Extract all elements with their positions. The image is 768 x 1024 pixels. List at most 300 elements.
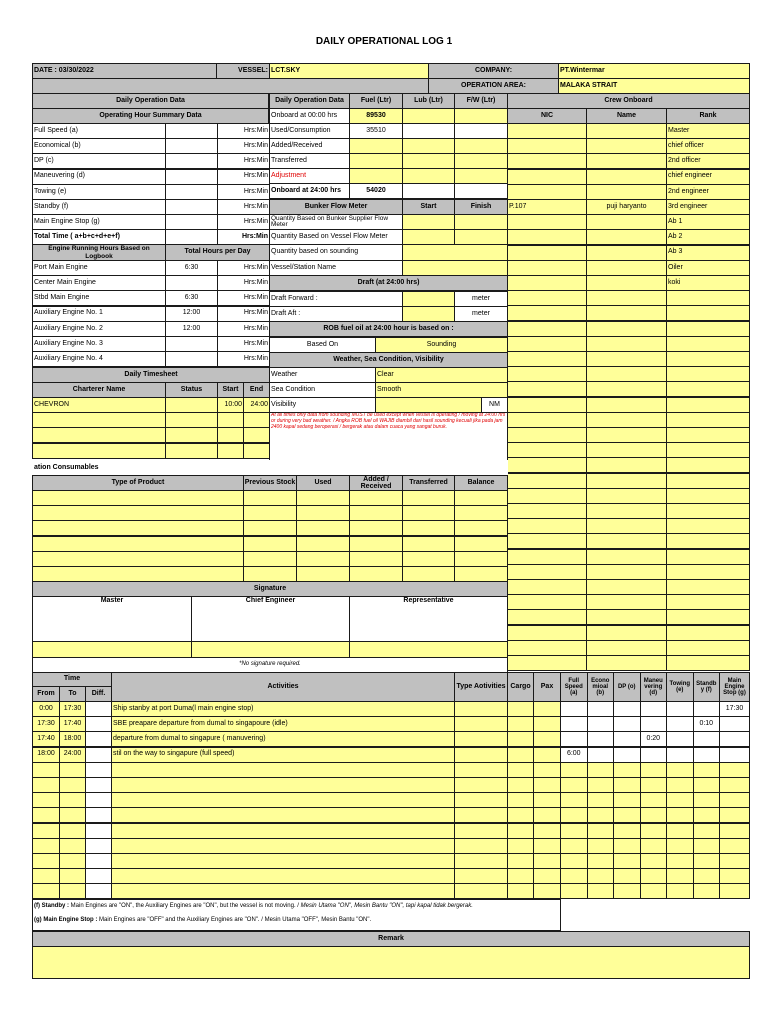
consumable-product-type[interactable] (32, 566, 244, 582)
consumable-previous-stock[interactable] (243, 536, 297, 552)
crew-rank[interactable] (666, 488, 750, 504)
activity-to[interactable] (59, 792, 86, 808)
onboard-0000-lub[interactable] (402, 108, 455, 124)
activity-type[interactable] (454, 731, 508, 747)
activity-type[interactable] (454, 762, 508, 778)
activity-type[interactable] (454, 823, 508, 839)
activity-description[interactable] (111, 777, 455, 793)
added-lub[interactable] (402, 138, 455, 154)
activity-to[interactable] (59, 807, 86, 823)
activity-pax[interactable] (533, 823, 561, 839)
activity-to[interactable] (59, 868, 86, 884)
representative-signature[interactable]: Representative (349, 596, 508, 642)
activity-hours[interactable] (560, 853, 588, 869)
activity-cargo[interactable] (507, 838, 534, 854)
activity-from[interactable] (32, 762, 60, 778)
crew-name[interactable] (586, 214, 667, 230)
engine-row-value[interactable] (165, 336, 218, 352)
engine-row-value[interactable]: 6:30 (165, 290, 218, 306)
activity-hours[interactable] (719, 777, 750, 793)
activity-hours[interactable] (666, 792, 694, 808)
activity-hours[interactable] (666, 883, 694, 899)
activity-diff[interactable] (85, 838, 112, 854)
crew-rank[interactable] (666, 655, 750, 671)
activity-hours[interactable] (719, 807, 750, 823)
crew-rank[interactable]: Oiler (666, 260, 750, 276)
crew-nic[interactable] (507, 488, 587, 504)
crew-rank[interactable]: Ab 2 (666, 229, 750, 245)
activity-diff[interactable] (85, 762, 112, 778)
activity-diff[interactable] (85, 701, 112, 717)
activity-hours[interactable] (640, 701, 668, 717)
remark-field[interactable] (32, 946, 750, 979)
activity-hours[interactable] (693, 807, 721, 823)
activity-to[interactable]: 18:00 (59, 731, 86, 747)
activity-description[interactable] (111, 868, 455, 884)
crew-name[interactable] (586, 533, 667, 549)
crew-nic[interactable] (507, 412, 587, 428)
activity-hours[interactable] (693, 838, 721, 854)
activity-cargo[interactable] (507, 731, 534, 747)
activity-hours[interactable] (693, 853, 721, 869)
crew-rank[interactable] (666, 533, 750, 549)
used-lub[interactable] (402, 123, 455, 139)
activity-cargo[interactable] (507, 883, 534, 899)
crew-name[interactable] (586, 305, 667, 321)
activity-cargo[interactable] (507, 853, 534, 869)
crew-name[interactable] (586, 518, 667, 534)
activity-pax[interactable] (533, 716, 561, 732)
activity-hours[interactable] (587, 883, 615, 899)
timesheet-charterer[interactable] (32, 443, 166, 459)
crew-rank[interactable]: Master (666, 123, 750, 139)
crew-nic[interactable] (507, 427, 587, 443)
timesheet-charterer[interactable] (32, 427, 166, 443)
activity-to[interactable]: 24:00 (59, 747, 86, 763)
consumable-added[interactable] (349, 566, 403, 582)
crew-nic[interactable] (507, 518, 587, 534)
crew-rank[interactable]: koki (666, 275, 750, 291)
activity-type[interactable] (454, 807, 508, 823)
activity-to[interactable]: 17:30 (59, 701, 86, 717)
crew-rank[interactable] (666, 427, 750, 443)
activity-hours[interactable] (587, 853, 615, 869)
activity-cargo[interactable] (507, 747, 534, 763)
transferred-fuel[interactable] (349, 153, 403, 169)
consumable-product-type[interactable] (32, 505, 244, 521)
timesheet-end[interactable] (243, 427, 270, 443)
activity-hours[interactable] (719, 883, 750, 899)
transferred-lub[interactable] (402, 153, 455, 169)
timesheet-start[interactable] (217, 412, 244, 428)
crew-name[interactable] (586, 442, 667, 458)
activity-hours[interactable] (587, 747, 615, 763)
timesheet-start[interactable] (217, 443, 244, 459)
activity-hours[interactable] (587, 792, 615, 808)
activity-hours[interactable] (560, 701, 588, 717)
sea-condition-value[interactable]: Smooth (375, 382, 508, 398)
activity-hours[interactable] (666, 853, 694, 869)
activity-hours[interactable] (666, 777, 694, 793)
activity-hours[interactable] (640, 716, 668, 732)
consumable-product-type[interactable] (32, 490, 244, 506)
activity-hours[interactable] (640, 838, 668, 854)
activity-from[interactable] (32, 868, 60, 884)
crew-name[interactable] (586, 564, 667, 580)
ohs-row-value[interactable] (165, 169, 218, 185)
activity-diff[interactable] (85, 807, 112, 823)
activity-to[interactable]: 17:40 (59, 716, 86, 732)
used-fuel[interactable]: 35510 (349, 123, 403, 139)
master-signature-name[interactable] (32, 641, 192, 658)
activity-hours[interactable] (587, 762, 615, 778)
bunker-vessel-finish[interactable] (454, 229, 508, 245)
engine-row-value[interactable] (165, 275, 218, 291)
activity-type[interactable] (454, 716, 508, 732)
consumable-balance[interactable] (454, 536, 508, 552)
crew-nic[interactable] (507, 321, 587, 337)
crew-nic[interactable] (507, 457, 587, 473)
crew-name[interactable] (586, 138, 667, 154)
consumable-balance[interactable] (454, 566, 508, 582)
consumable-product-type[interactable] (32, 520, 244, 536)
crew-name[interactable]: puji haryanto (586, 199, 667, 215)
activity-to[interactable] (59, 838, 86, 854)
crew-name[interactable] (586, 153, 667, 169)
activity-hours[interactable] (666, 838, 694, 854)
activity-hours[interactable] (640, 853, 668, 869)
consumable-transferred[interactable] (402, 490, 455, 506)
activity-hours[interactable] (587, 823, 615, 839)
total-time-value[interactable] (165, 229, 218, 245)
added-fw[interactable] (454, 138, 508, 154)
crew-name[interactable] (586, 123, 667, 139)
activity-hours[interactable] (666, 716, 694, 732)
crew-name[interactable] (586, 290, 667, 306)
crew-name[interactable] (586, 229, 667, 245)
crew-nic[interactable] (507, 290, 587, 306)
chief-engineer-signature-name[interactable] (191, 641, 350, 658)
activity-cargo[interactable] (507, 762, 534, 778)
activity-hours[interactable] (613, 823, 641, 839)
activity-hours[interactable] (693, 883, 721, 899)
consumable-added[interactable] (349, 520, 403, 536)
activity-hours[interactable] (666, 731, 694, 747)
activity-hours[interactable] (666, 701, 694, 717)
crew-nic[interactable] (507, 153, 587, 169)
activity-diff[interactable] (85, 777, 112, 793)
crew-name[interactable] (586, 503, 667, 519)
timesheet-status[interactable] (165, 443, 218, 459)
activity-description[interactable]: SBE preapare departure from dumal to singapoure (idle) (111, 716, 455, 732)
activity-from[interactable]: 18:00 (32, 747, 60, 763)
crew-rank[interactable]: chief engineer (666, 169, 750, 185)
ohs-row-value[interactable] (165, 138, 218, 154)
activity-hours[interactable] (613, 716, 641, 732)
activity-description[interactable]: Ship stanby at port Duma(l main engine stop) (111, 701, 455, 717)
timesheet-start[interactable] (217, 427, 244, 443)
activity-hours[interactable] (640, 868, 668, 884)
activity-diff[interactable] (85, 883, 112, 899)
onboard-2400-lub[interactable] (402, 183, 455, 199)
consumable-previous-stock[interactable] (243, 505, 297, 521)
crew-name[interactable] (586, 381, 667, 397)
activity-hours[interactable] (693, 823, 721, 839)
crew-name[interactable] (586, 275, 667, 291)
engine-row-value[interactable]: 12:00 (165, 321, 218, 337)
crew-nic[interactable] (507, 473, 587, 489)
activity-hours[interactable] (693, 762, 721, 778)
crew-name[interactable] (586, 336, 667, 352)
activity-hours[interactable] (666, 747, 694, 763)
consumable-used[interactable] (296, 520, 350, 536)
activity-description[interactable]: departure from dumal to singapure ( manuvering) (111, 731, 455, 747)
activity-description[interactable] (111, 838, 455, 854)
consumable-previous-stock[interactable] (243, 551, 297, 567)
crew-nic[interactable] (507, 123, 587, 139)
crew-name[interactable] (586, 579, 667, 595)
activity-pax[interactable] (533, 777, 561, 793)
crew-nic[interactable] (507, 138, 587, 154)
activity-hours[interactable] (693, 777, 721, 793)
visibility-value[interactable] (375, 397, 482, 413)
activity-hours[interactable] (666, 868, 694, 884)
crew-name[interactable] (586, 366, 667, 382)
activity-from[interactable] (32, 807, 60, 823)
activity-hours[interactable] (613, 838, 641, 854)
activity-hours[interactable] (640, 792, 668, 808)
crew-rank[interactable] (666, 336, 750, 352)
activity-hours[interactable] (640, 883, 668, 899)
activity-hours[interactable]: 6:00 (560, 747, 588, 763)
crew-rank[interactable] (666, 351, 750, 367)
activity-hours[interactable] (560, 792, 588, 808)
activity-hours[interactable] (587, 838, 615, 854)
timesheet-status[interactable] (165, 427, 218, 443)
crew-nic[interactable] (507, 625, 587, 641)
rob-based-on-value[interactable]: Sounding (375, 337, 508, 353)
crew-rank[interactable] (666, 305, 750, 321)
activity-diff[interactable] (85, 716, 112, 732)
activity-hours[interactable] (693, 868, 721, 884)
activity-hours[interactable] (693, 701, 721, 717)
activity-to[interactable] (59, 777, 86, 793)
engine-row-value[interactable]: 6:30 (165, 260, 218, 276)
activity-hours[interactable] (560, 807, 588, 823)
activity-hours[interactable] (613, 701, 641, 717)
activity-hours[interactable] (613, 777, 641, 793)
consumable-previous-stock[interactable] (243, 520, 297, 536)
activity-hours[interactable]: 0:10 (693, 716, 721, 732)
crew-name[interactable] (586, 473, 667, 489)
activity-hours[interactable] (719, 747, 750, 763)
crew-rank[interactable] (666, 473, 750, 489)
timesheet-charterer[interactable]: CHEVRON (32, 397, 166, 413)
activity-hours[interactable] (613, 747, 641, 763)
crew-rank[interactable] (666, 442, 750, 458)
activity-from[interactable] (32, 823, 60, 839)
consumable-balance[interactable] (454, 551, 508, 567)
activity-to[interactable] (59, 823, 86, 839)
activity-cargo[interactable] (507, 777, 534, 793)
crew-rank[interactable] (666, 290, 750, 306)
activity-type[interactable] (454, 792, 508, 808)
activity-hours[interactable] (666, 762, 694, 778)
activity-hours[interactable] (587, 716, 615, 732)
adjustment-fuel[interactable] (349, 168, 403, 184)
activity-from[interactable] (32, 883, 60, 899)
used-fw[interactable] (454, 123, 508, 139)
activity-hours[interactable] (613, 868, 641, 884)
consumable-previous-stock[interactable] (243, 490, 297, 506)
crew-nic[interactable] (507, 609, 587, 625)
activity-cargo[interactable] (507, 868, 534, 884)
onboard-2400-fuel[interactable]: 54020 (349, 183, 403, 199)
activity-description[interactable] (111, 883, 455, 899)
consumable-product-type[interactable] (32, 551, 244, 567)
consumable-used[interactable] (296, 536, 350, 552)
timesheet-end[interactable] (243, 443, 270, 459)
consumable-transferred[interactable] (402, 505, 455, 521)
crew-rank[interactable] (666, 381, 750, 397)
activity-type[interactable] (454, 868, 508, 884)
crew-name[interactable] (586, 549, 667, 565)
activity-pax[interactable] (533, 762, 561, 778)
activity-pax[interactable] (533, 701, 561, 717)
sounding-qty-value[interactable] (402, 244, 508, 261)
activity-pax[interactable] (533, 883, 561, 899)
crew-name[interactable] (586, 184, 667, 200)
bunker-supplier-finish[interactable] (454, 214, 508, 230)
crew-nic[interactable] (507, 655, 587, 671)
activity-diff[interactable] (85, 747, 112, 763)
crew-rank[interactable]: chief officer (666, 138, 750, 154)
ohs-row-value[interactable] (165, 123, 218, 139)
onboard-0000-fuel[interactable]: 89530 (349, 108, 403, 124)
crew-nic[interactable] (507, 594, 587, 610)
activity-hours[interactable] (719, 853, 750, 869)
crew-name[interactable] (586, 609, 667, 625)
activity-from[interactable]: 17:40 (32, 731, 60, 747)
activity-pax[interactable] (533, 731, 561, 747)
crew-nic[interactable] (507, 381, 587, 397)
activity-from[interactable]: 0:00 (32, 701, 60, 717)
activity-hours[interactable] (560, 838, 588, 854)
activity-hours[interactable] (587, 868, 615, 884)
crew-rank[interactable] (666, 366, 750, 382)
crew-nic[interactable] (507, 397, 587, 413)
activity-hours[interactable] (719, 823, 750, 839)
timesheet-end[interactable]: 24:00 (243, 397, 270, 413)
crew-nic[interactable] (507, 336, 587, 352)
activity-from[interactable] (32, 792, 60, 808)
crew-nic[interactable]: P.107 (507, 199, 587, 215)
activity-type[interactable] (454, 853, 508, 869)
activity-hours[interactable] (587, 701, 615, 717)
consumable-added[interactable] (349, 490, 403, 506)
activity-hours[interactable]: 0:20 (640, 731, 668, 747)
activity-hours[interactable] (640, 807, 668, 823)
crew-nic[interactable] (507, 260, 587, 276)
activity-pax[interactable] (533, 868, 561, 884)
crew-rank[interactable] (666, 609, 750, 625)
crew-nic[interactable] (507, 351, 587, 367)
crew-rank[interactable] (666, 625, 750, 641)
activity-pax[interactable] (533, 747, 561, 763)
activity-hours[interactable] (560, 762, 588, 778)
crew-nic[interactable] (507, 305, 587, 321)
crew-name[interactable] (586, 594, 667, 610)
activity-hours[interactable] (666, 823, 694, 839)
activity-type[interactable] (454, 777, 508, 793)
activity-description[interactable]: stil on the way to singapure (full speed) (111, 747, 455, 763)
crew-rank[interactable] (666, 503, 750, 519)
activity-type[interactable] (454, 747, 508, 763)
consumable-added[interactable] (349, 536, 403, 552)
adjustment-lub[interactable] (402, 168, 455, 184)
activity-hours[interactable] (560, 716, 588, 732)
activity-description[interactable] (111, 792, 455, 808)
crew-name[interactable] (586, 169, 667, 185)
activity-description[interactable] (111, 823, 455, 839)
crew-nic[interactable] (507, 503, 587, 519)
activity-hours[interactable] (693, 731, 721, 747)
crew-nic[interactable] (507, 214, 587, 230)
activity-type[interactable] (454, 838, 508, 854)
consumable-balance[interactable] (454, 490, 508, 506)
crew-rank[interactable]: Ab 3 (666, 245, 750, 261)
crew-name[interactable] (586, 412, 667, 428)
bunker-vessel-start[interactable] (402, 229, 455, 245)
activity-hours[interactable] (560, 823, 588, 839)
consumable-balance[interactable] (454, 505, 508, 521)
crew-name[interactable] (586, 397, 667, 413)
activity-to[interactable] (59, 762, 86, 778)
activity-hours[interactable] (640, 777, 668, 793)
activity-hours[interactable] (693, 792, 721, 808)
crew-rank[interactable]: 2nd engineer (666, 184, 750, 200)
crew-name[interactable] (586, 260, 667, 276)
timesheet-start[interactable]: 10:00 (217, 397, 244, 413)
crew-nic[interactable] (507, 229, 587, 245)
crew-name[interactable] (586, 321, 667, 337)
consumable-balance[interactable] (454, 520, 508, 536)
crew-rank[interactable] (666, 457, 750, 473)
timesheet-end[interactable] (243, 412, 270, 428)
draft-aft-value[interactable] (402, 306, 455, 322)
crew-rank[interactable] (666, 412, 750, 428)
activity-diff[interactable] (85, 731, 112, 747)
consumable-used[interactable] (296, 566, 350, 582)
activity-hours[interactable] (613, 762, 641, 778)
crew-rank[interactable] (666, 518, 750, 534)
activity-pax[interactable] (533, 807, 561, 823)
crew-nic[interactable] (507, 169, 587, 185)
crew-rank[interactable] (666, 321, 750, 337)
activity-hours[interactable] (587, 777, 615, 793)
ohs-row-value[interactable] (165, 153, 218, 169)
activity-cargo[interactable] (507, 716, 534, 732)
activity-description[interactable] (111, 853, 455, 869)
crew-nic[interactable] (507, 366, 587, 382)
consumable-transferred[interactable] (402, 551, 455, 567)
ohs-row-value[interactable] (165, 199, 218, 215)
consumable-used[interactable] (296, 505, 350, 521)
activity-hours[interactable] (719, 762, 750, 778)
timesheet-status[interactable] (165, 412, 218, 428)
crew-rank[interactable] (666, 579, 750, 595)
activity-from[interactable]: 17:30 (32, 716, 60, 732)
